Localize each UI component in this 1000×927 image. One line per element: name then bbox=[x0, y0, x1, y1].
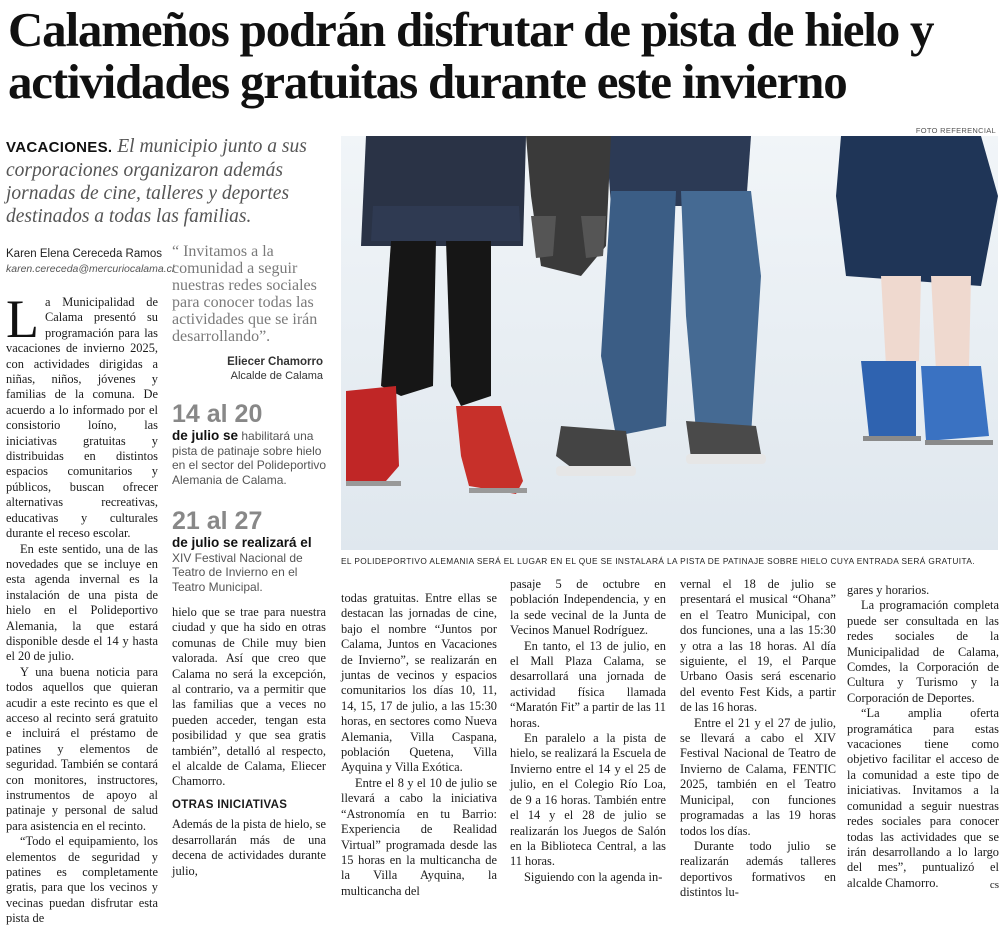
fact-box-2 bbox=[172, 508, 332, 594]
fact-label: de julio se realizará el XIV Festival Nacional de Teatro de Invierno en el Teatro Municipal. bbox=[172, 535, 312, 594]
paragraph: La Municipalidad de Calama presentó su programación para las vacaciones de invierno 2025, con actividades dirigidas a niñas, niños, jóvenes y familias de la comuna. De acuerdo a lo informado por el consistorio loíno, las iniciativas gratuitas y distribuidas en distintos espacios comunitarios y públicos, buscan ofrecer alternativas recreativas, educativas y culturales durante el receso escolar. bbox=[6, 289, 158, 541]
paragraph: “Todo el equipamiento, los elementos de seguridad y patines es completamente gratis, para que los vecinos y vecinas puedan disfrutar esta pista de bbox=[6, 834, 158, 926]
author-email[interactable]: karen.cereceda@mercuriocalama.cl bbox=[6, 263, 175, 275]
paragraph: pasaje 5 de octubre en población Independencia, y en la sede vecinal de la Junta de Vecinos Manuel Rodríguez. bbox=[510, 577, 666, 638]
paragraph: Entre el 8 y el 10 de julio se llevará a cabo la iniciativa “Astronomía en tu Barrio: Experiencia de Realidad Virtual” programada desde las 15 horas en la multicancha de la Villa Ayquina, la multicancha del bbox=[341, 775, 497, 898]
paragraph: Entre el 21 y el 27 de julio, se llevará a cabo el XIV Festival Nacional de Teatro de Invierno de Calama, FENTIC 2025, también en el Teatro Municipal, con funciones programadas a las 19 horas todos los días. bbox=[680, 715, 836, 838]
skating-photo bbox=[341, 136, 998, 550]
byline bbox=[6, 248, 175, 275]
paragraph: En este sentido, una de las novedades que se incluye en esta agenda invernal es la instalación de una pista de hielo en el Polideportivo Alemania, la que estará disponible desde el 14 y hasta el 20 de julio. bbox=[6, 541, 158, 664]
skater-right-coat-icon bbox=[836, 136, 998, 286]
paragraph: vernal el 18 de julio se presentará el musical “Ohana” en el Teatro Municipal, con dos funciones, una a las 15:30 y otra a las 18 horas. Al día siguiente, el 19, el Parque Urbano Oasis será escenario del evento Fest Kids, a partir de las 16 horas. bbox=[680, 577, 836, 715]
paragraph: Y una buena noticia para todos aquellos que quieran acudir a este recinto es que el acceso al recinto será gratuito e incluirá el préstamo de patines y elementos de seguridad. También se contará con monitores, instructores, instrumentos de apoyo al patinaje y personal de salud para asistencia en el recinto. bbox=[6, 664, 158, 833]
fact-label: de julio se habilitará una pista de patinaje sobre hielo en el sector del Polideportivo Alemania de Calama. bbox=[172, 428, 327, 487]
drop-cap: L bbox=[6, 289, 39, 349]
paragraph: gares y horarios. bbox=[847, 583, 930, 597]
paragraph: hielo que se trae para nuestra ciudad y que ha sido en otras comunas de Chile muy bien valorada. Así que creo que Calama no será la excepción, al contrario, va a permitir que las familias que a veces no pueden acceder, tengan esta posibilidad y que sea gratis también”, detalló al respecto, el alcalde de Calama, Eliecer Chamorro. bbox=[172, 605, 326, 789]
paragraph: En tanto, el 13 de julio, en el Mall Plaza Calama, se desarrollará una jornada de actividad física llamada “Maratón Fit” a partir de las 11 horas. bbox=[510, 638, 666, 730]
quote-author-role: Alcalde de Calama bbox=[230, 370, 323, 382]
photo-credit: FOTO REFERENCIAL bbox=[915, 126, 996, 135]
article-column-6 bbox=[847, 583, 999, 893]
fact-box-1 bbox=[172, 401, 332, 487]
headline: Calameños podrán disfrutar de pista de hielo y actividades gratuitas durante este invierno bbox=[8, 2, 934, 109]
quote-author-name: Eliecer Chamorro bbox=[227, 356, 323, 368]
pull-quote-attribution bbox=[175, 356, 323, 382]
article-column-3 bbox=[341, 591, 497, 899]
ice-skaters-illustration bbox=[341, 136, 998, 550]
paragraph: “La amplia oferta programática para estas vacaciones tiene como objetivo facilitar el acceso de la comunidad a este tipo de iniciativas. Invitamos a la comunidad a seguir nuestras redes sociales para conocer todas las actividades que se irán desarrollando a lo largo del mes”, puntualizó el alcalde Chamorro. cs bbox=[847, 706, 999, 891]
fact-number: 14 al 20 bbox=[172, 400, 263, 428]
fact-number: 21 al 27 bbox=[172, 507, 263, 535]
pull-quote: “ Invitamos a la comunidad a seguir nuestras redes sociales para conocer todas las actividades que se irán desarrollando”. bbox=[172, 243, 318, 345]
lead-text: El municipio junto a sus corporaciones organizaron además jornadas de cine, talleres y deportes destinados a todas las familias. bbox=[6, 136, 307, 227]
article-column-4 bbox=[510, 577, 666, 885]
paragraph: La programación completa puede ser consultada en las redes sociales de la Municipalidad de Calama, Comdes, la Corporación de Cultura y Turismo y la Corporación de Deportes. bbox=[847, 598, 999, 705]
lead-paragraph bbox=[6, 135, 336, 228]
paragraph: En paralelo a la pista de hielo, se realizará la Escuela de Invierno entre el 14 y el 25 de julio, en el Colegio Río Loa, de 9 a 16 horas. También entre el 14 y el 28 de julio se realizarán los Juegos de Salón en la Biblioteca Central, a las 11 horas. bbox=[510, 731, 666, 869]
article-column-1 bbox=[6, 289, 158, 927]
paragraph: Además de la pista de hielo, se desarrollarán más de una decena de actividades durante julio, bbox=[172, 817, 326, 878]
skater-left-coat-icon bbox=[361, 136, 526, 246]
end-mark-icon: cs bbox=[989, 878, 999, 891]
section-subhead: OTRAS INICIATIVAS bbox=[172, 798, 288, 811]
author-name: Karen Elena Cereceda Ramos bbox=[6, 248, 162, 260]
article-column-5 bbox=[680, 577, 836, 901]
paragraph: Durante todo julio se realizarán además talleres deportivos formativos en distintos lu- bbox=[680, 838, 836, 900]
photo-caption: EL POLIDEPORTIVO ALEMANIA SERÁ EL LUGAR EN EL QUE SE INSTALARÁ LA PISTA DE PATINAJE SOBRE HIELO CUYA ENTRADA SERÁ GRATUITA. bbox=[341, 556, 975, 566]
paragraph: Siguiendo con la agenda in- bbox=[524, 869, 663, 884]
section-kicker: VACACIONES. bbox=[6, 139, 113, 156]
paragraph: todas gratuitas. Entre ellas se destacan las jornadas de cine, bajo el nombre “Juntos por Calama, Juntos en Vacaciones de Invierno”, se realizarán en juntas de vecinos y espacios comunitarios los días 10, 11, 14, 15, 17 de julio, a las 15:30 horas, en sectores como Nueva Alemania, Villa Caspana, población Quetena, Villa Ayquina y Villa Exótica. bbox=[341, 591, 497, 775]
article-column-2 bbox=[172, 605, 326, 879]
